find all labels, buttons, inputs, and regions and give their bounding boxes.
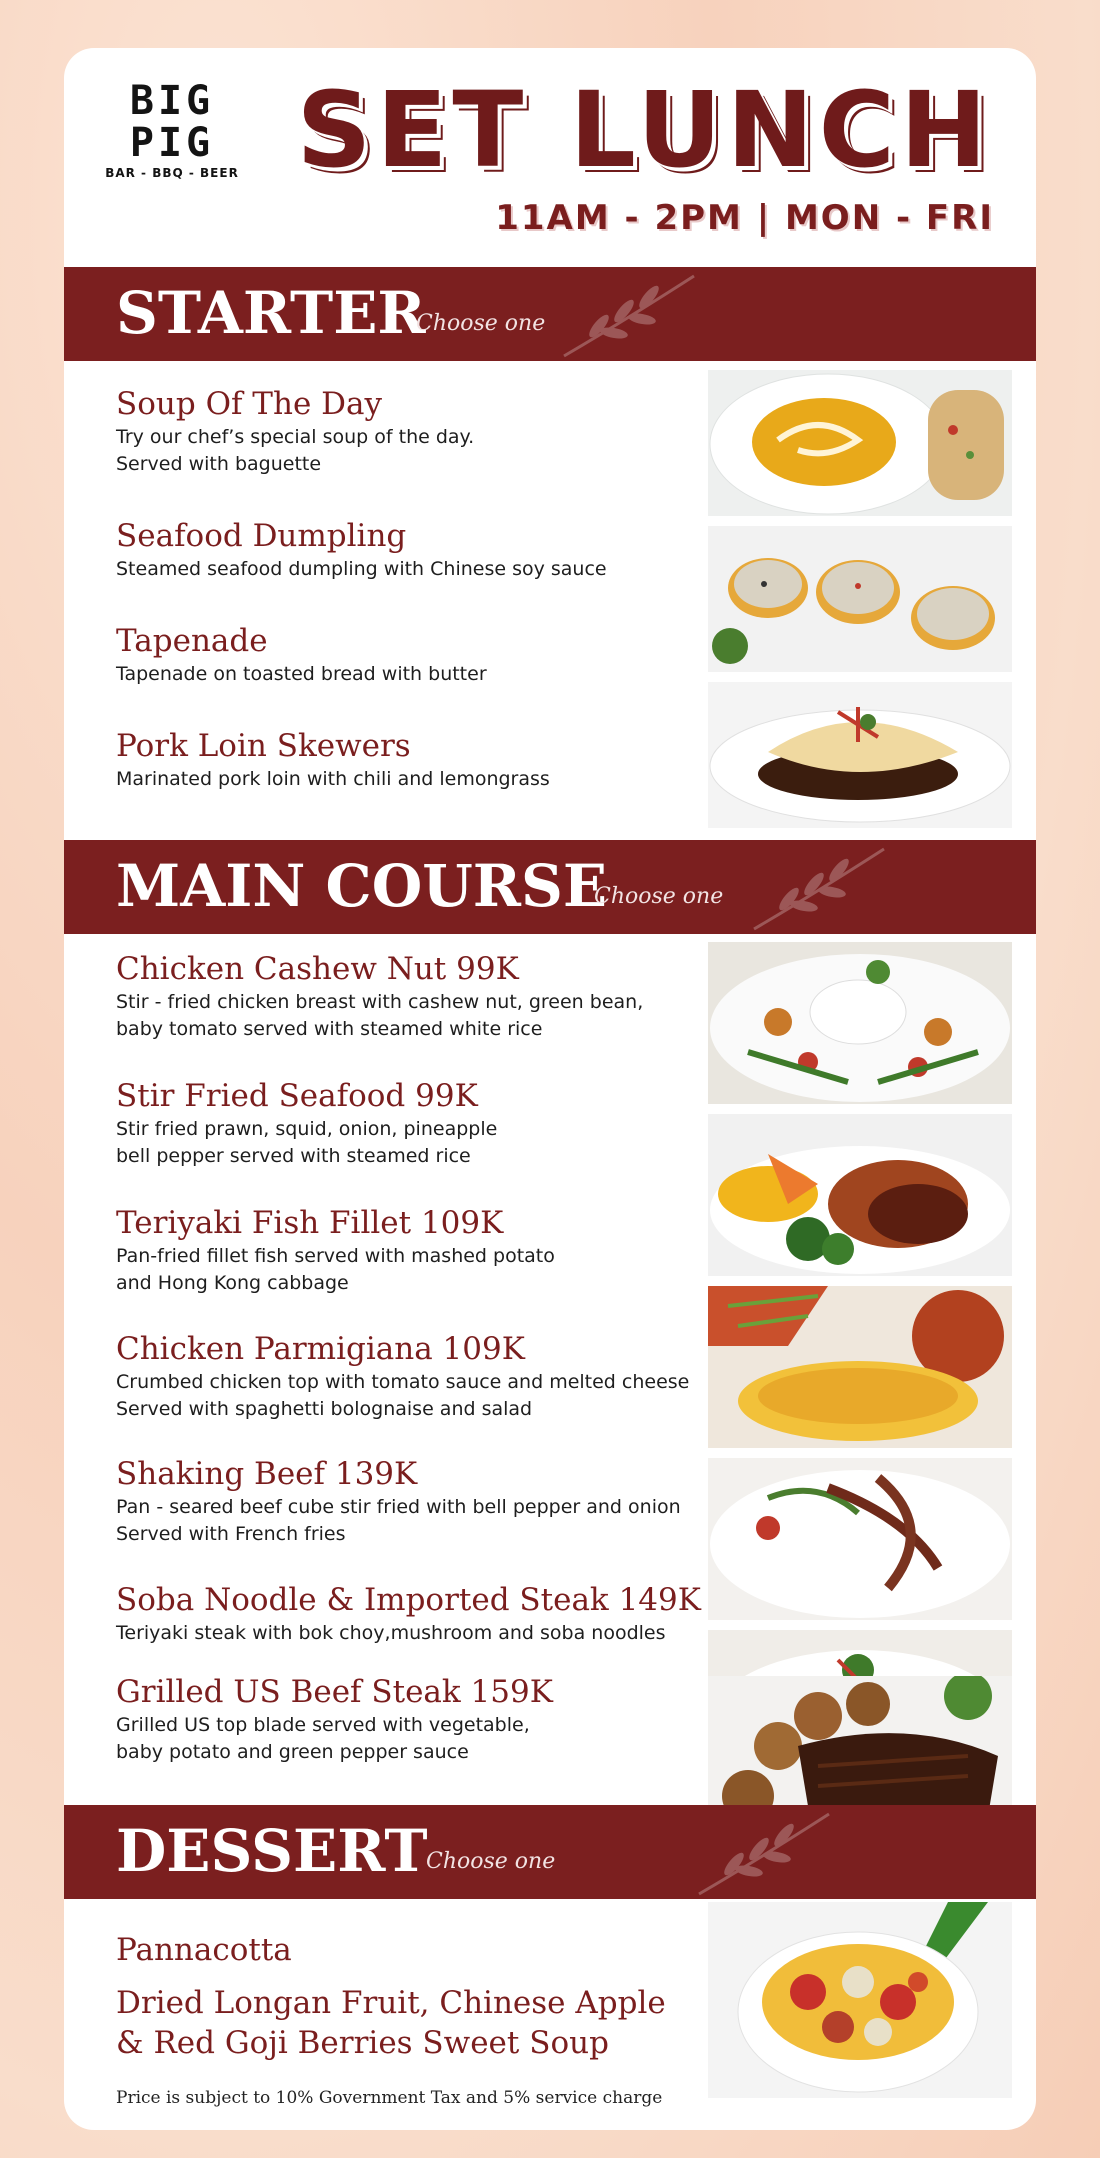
item-name: Pork Loin Skewers bbox=[116, 728, 411, 764]
item-description: Grilled US top blade served with vegetable, bbox=[116, 1714, 530, 1736]
item-description: baby tomato served with steamed white rice bbox=[116, 1018, 543, 1040]
item-name: Soup Of The Day bbox=[116, 386, 382, 422]
item-description: and Hong Kong cabbage bbox=[116, 1272, 349, 1294]
item-name: Tapenade bbox=[116, 623, 268, 659]
item-name: Shaking Beef 139K bbox=[116, 1456, 418, 1492]
brand-logo bbox=[102, 80, 242, 180]
seafood-photo bbox=[708, 1114, 1012, 1276]
dessert-item bbox=[116, 1983, 716, 2063]
item-name: Teriyaki Fish Fillet 109K bbox=[116, 1205, 504, 1241]
item-description: Teriyaki steak with bok choy,mushroom and soba noodles bbox=[116, 1622, 666, 1644]
item-name: Seafood Dumpling bbox=[116, 518, 407, 554]
item-description: Stir fried prawn, squid, onion, pineapple bbox=[116, 1118, 498, 1140]
dumpling-sauce-photo bbox=[708, 682, 1012, 828]
item-description: bell pepper served with steamed rice bbox=[116, 1145, 471, 1167]
main-item bbox=[116, 1203, 716, 1297]
item-description: Stir - fried chicken breast with cashew nut, green bean, bbox=[116, 991, 644, 1013]
item-description: Served with spaghetti bolognaise and salad bbox=[116, 1398, 533, 1420]
chicken-cashew-photo bbox=[708, 942, 1012, 1104]
main-course-title: MAIN COURSE bbox=[116, 852, 608, 920]
starter-item bbox=[116, 726, 716, 793]
main-course-subtitle: Choose one bbox=[594, 884, 724, 909]
price-footnote: Price is subject to 10% Government Tax and 5% service charge bbox=[116, 2088, 663, 2108]
menu-card bbox=[64, 48, 1036, 2130]
main-item bbox=[116, 1076, 716, 1170]
leaf-decoration-icon bbox=[689, 1809, 839, 1899]
serving-hours: 11AM - 2PM | MON - FRI bbox=[495, 198, 994, 238]
dessert-item bbox=[116, 1930, 716, 1970]
item-description: Served with baguette bbox=[116, 453, 322, 475]
main-item bbox=[116, 1580, 716, 1647]
item-description: Crumbed chicken top with tomato sauce and melted cheese bbox=[116, 1371, 690, 1393]
dessert-title: DESSERT bbox=[116, 1817, 428, 1885]
soup-photo bbox=[708, 370, 1012, 516]
item-name: Stir Fried Seafood 99K bbox=[116, 1078, 478, 1114]
dessert-subtitle: Choose one bbox=[426, 1849, 556, 1874]
main-item bbox=[116, 1454, 716, 1548]
item-description: Served with French fries bbox=[116, 1523, 346, 1545]
starter-header bbox=[64, 267, 1036, 361]
item-name: Soba Noodle & Imported Steak 149K bbox=[116, 1582, 701, 1618]
main-item bbox=[116, 1329, 716, 1423]
item-description: Try our chef’s special soup of the day. bbox=[116, 426, 475, 448]
parmigiana-photo bbox=[708, 1458, 1012, 1620]
logo-line-2: PIG bbox=[129, 120, 215, 166]
item-name: Chicken Cashew Nut 99K bbox=[116, 951, 519, 987]
item-description: Pan - seared beef cube stir fried with bell pepper and onion bbox=[116, 1496, 681, 1518]
item-name: Dried Longan Fruit, Chinese Apple bbox=[116, 1985, 666, 2021]
leaf-decoration-icon bbox=[744, 844, 894, 934]
main-item bbox=[116, 1672, 716, 1766]
item-description: Tapenade on toasted bread with butter bbox=[116, 663, 487, 685]
item-description: Marinated pork loin with chili and lemongrass bbox=[116, 768, 550, 790]
starter-subtitle: Choose one bbox=[416, 311, 546, 336]
main-course-header bbox=[64, 840, 1036, 934]
dumpling-photo bbox=[708, 526, 1012, 672]
item-description: Pan-fried fillet fish served with mashed potato bbox=[116, 1245, 555, 1267]
starter-title: STARTER bbox=[116, 279, 426, 347]
menu-title: SET LUNCH bbox=[296, 69, 992, 191]
sweet-soup-photo bbox=[708, 1902, 1012, 2098]
item-name: & Red Goji Berries Sweet Soup bbox=[116, 2025, 609, 2061]
dessert-header bbox=[64, 1805, 1036, 1899]
starter-item bbox=[116, 516, 716, 583]
leaf-decoration-icon bbox=[554, 271, 704, 361]
item-description: baby potato and green pepper sauce bbox=[116, 1741, 469, 1763]
item-description: Steamed seafood dumpling with Chinese soy sauce bbox=[116, 558, 607, 580]
item-name: Grilled US Beef Steak 159K bbox=[116, 1674, 553, 1710]
starter-item bbox=[116, 384, 716, 478]
fish-fillet-photo bbox=[708, 1286, 1012, 1448]
starter-item bbox=[116, 621, 716, 688]
logo-tagline: BAR - BBQ - BEER bbox=[105, 166, 239, 180]
item-name: Chicken Parmigiana 109K bbox=[116, 1331, 525, 1367]
main-item bbox=[116, 949, 716, 1043]
logo-line-1: BIG bbox=[129, 78, 215, 124]
item-name: Pannacotta bbox=[116, 1932, 292, 1968]
